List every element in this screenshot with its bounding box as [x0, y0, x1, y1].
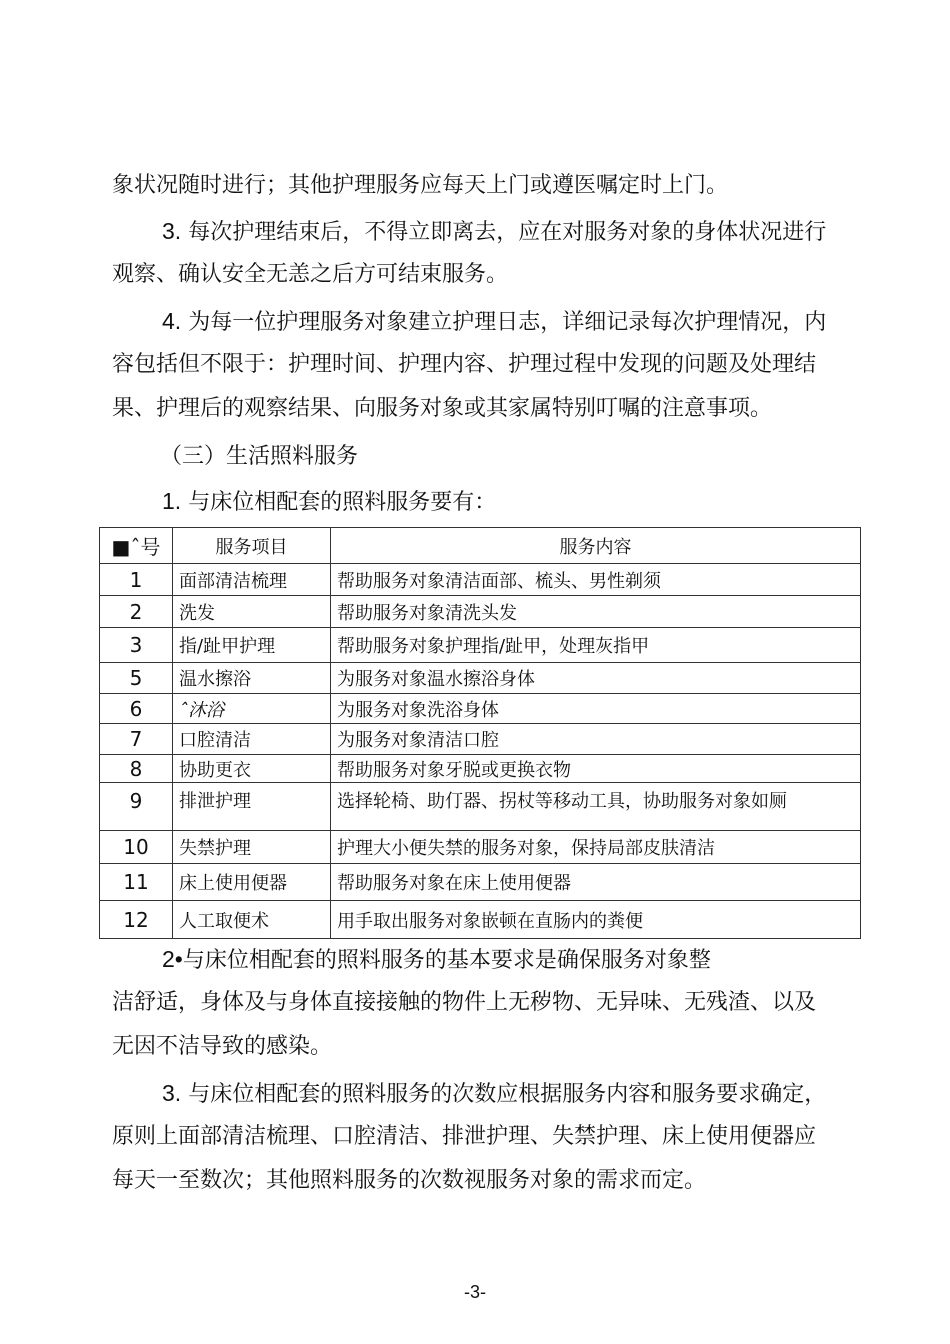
header-content: 服务内容 [331, 528, 861, 564]
paragraph-text: 与床位相配套的照料服务的基本要求是确保服务对象整 [182, 948, 711, 973]
paragraph-text: 无因不洁导致的感染。 [112, 1034, 333, 1059]
paragraph-4-line-3 [112, 398, 772, 420]
paragraph-text: 容包括但不限于：护理时间、护理内容、护理过程中发现的问题及处理结 [112, 352, 817, 377]
row-content: 帮助服务对象清洁面部、梳头、男性剃须 [331, 564, 861, 596]
row-content: 帮助服务对象在床上使用便器 [331, 864, 861, 901]
row-number: 9 [100, 783, 173, 831]
item-number: 3. [162, 1080, 182, 1106]
row-number: 11 [100, 864, 173, 901]
paragraph-text: 观察、确认安全无恙之后方可结束服务。 [112, 262, 509, 287]
subsection-2-line-2 [112, 992, 816, 1014]
row-content: 帮助服务对象牙脱或更换衣物 [331, 755, 861, 783]
page-number: -3- [464, 1282, 486, 1302]
paragraph-3-line-2 [112, 264, 508, 286]
row-content: 选择轮椅、助仃器、拐杖等移动工具，协助服务对象如厕 [331, 783, 861, 831]
continuation-text: 象状况随时进行；其他护理服务应每天上门或遵医嘱定时上门。 [112, 173, 729, 198]
table-row [100, 864, 861, 901]
paragraph-continuation [112, 175, 728, 197]
subsection-3-line-3 [112, 1170, 706, 1192]
row-item: 温水擦浴 [173, 663, 331, 694]
row-item: 洗发 [173, 596, 331, 628]
row-content: 为服务对象清洁口腔 [331, 724, 861, 755]
row-item: 面部清洁梳理 [173, 564, 331, 596]
table-row [100, 783, 861, 831]
service-table [99, 527, 861, 939]
row-number: 12 [100, 901, 173, 939]
paragraph-text: 原则上面部清洁梳理、口腔清洁、排泄护理、失禁护理、床上使用便器应 [112, 1124, 817, 1149]
row-content: 为服务对象温水擦浴身体 [331, 663, 861, 694]
row-number: 1 [100, 564, 173, 596]
header-item: 服务项目 [173, 528, 331, 564]
row-number: 3 [100, 628, 173, 663]
section-heading [160, 446, 358, 468]
row-content: 护理大小便失禁的服务对象，保持局部皮肤清洁 [331, 831, 861, 864]
table-row [100, 755, 861, 783]
row-content: 帮助服务对象护理指/趾甲，处理灰指甲 [331, 628, 861, 663]
row-number: 7 [100, 724, 173, 755]
table-row [100, 724, 861, 755]
row-item: 排泄护理 [173, 783, 331, 831]
paragraph-3 [162, 220, 826, 244]
row-item: 人工取便术 [173, 901, 331, 939]
paragraph-4-line-2 [112, 354, 816, 376]
subsection-3-line-2 [112, 1126, 816, 1148]
paragraph-text: 洁舒适，身体及与身体直接接触的物件上无秽物、无异味、无残渣、以及 [112, 990, 817, 1015]
table-row [100, 596, 861, 628]
subsection-3 [162, 1082, 826, 1106]
subsection-2 [162, 948, 711, 972]
row-number: 8 [100, 755, 173, 783]
item-number: 1. [162, 488, 182, 514]
table-row [100, 564, 861, 596]
row-number: 5 [100, 663, 173, 694]
row-item: 指/趾甲护理 [173, 628, 331, 663]
row-item: 协助更衣 [173, 755, 331, 783]
row-content: 为服务对象洗浴身体 [331, 694, 861, 724]
paragraph-4 [162, 310, 826, 334]
table-row [100, 901, 861, 939]
subsection-2-line-3 [112, 1036, 332, 1058]
paragraph-text: 与床位相配套的照料服务要有： [188, 490, 497, 515]
row-item: 床上使用便器 [173, 864, 331, 901]
row-number: 10 [100, 831, 173, 864]
table-row [100, 663, 861, 694]
row-content: 用手取出服务对象嵌顿在直肠内的粪便 [331, 901, 861, 939]
paragraph-text: 果、护理后的观察结果、向服务对象或其家属特别叮嘱的注意事项。 [112, 396, 773, 421]
row-item: 口腔清洁 [173, 724, 331, 755]
paragraph-text: 每天一至数次；其他照料服务的次数视服务对象的需求而定。 [112, 1168, 707, 1193]
item-number: 3. [162, 218, 182, 244]
section-heading-text: （三）生活照料服务 [160, 444, 359, 469]
paragraph-text: 为每一位护理服务对象建立护理日志，详细记录每次护理情况，内 [188, 310, 827, 335]
header-number: ■ˆ号 [100, 528, 173, 564]
subsection-1 [162, 490, 496, 514]
table-row [100, 628, 861, 663]
table-header-row [100, 528, 861, 564]
table-row [100, 694, 861, 724]
table-row [100, 831, 861, 864]
item-number: 4. [162, 308, 182, 334]
paragraph-text: 每次护理结束后，不得立即离去，应在对服务对象的身体状况进行 [188, 220, 827, 245]
row-number: 6 [100, 694, 173, 724]
paragraph-text: 与床位相配套的照料服务的次数应根据服务内容和服务要求确定， [188, 1082, 827, 1107]
row-item: 失禁护理 [173, 831, 331, 864]
item-number: 2• [162, 946, 183, 972]
row-item: ˆ沐浴 [173, 694, 331, 724]
row-content: 帮助服务对象清洗头发 [331, 596, 861, 628]
row-number: 2 [100, 596, 173, 628]
